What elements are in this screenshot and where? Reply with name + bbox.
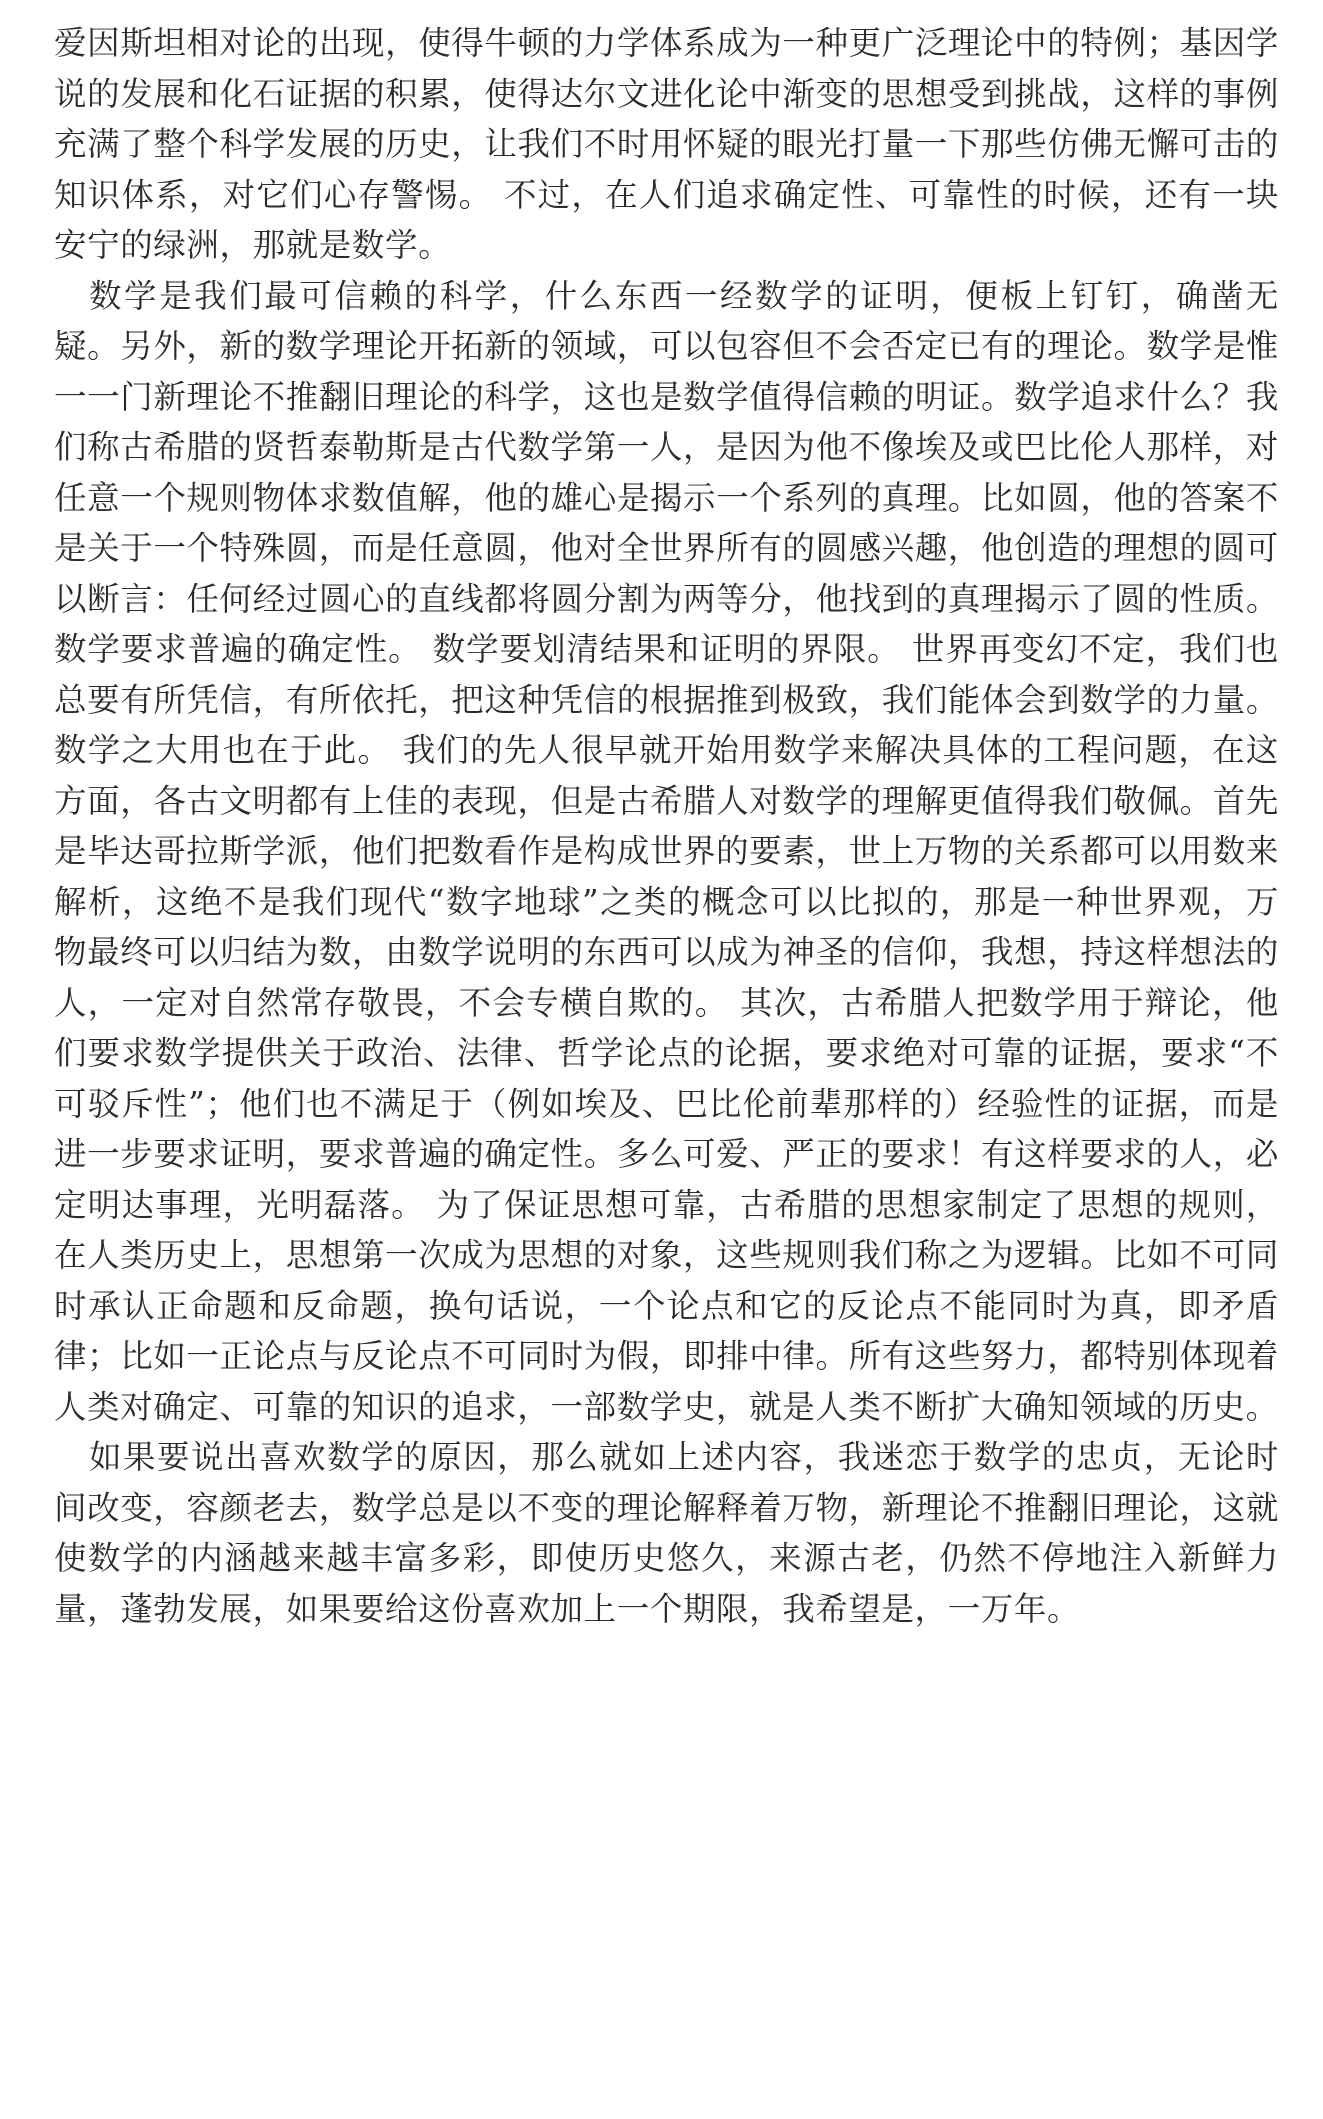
paragraph-2: 数学是我们最可信赖的科学，什么东西一经数学的证明，便板上钉钉，确凿无疑。另外，新的数学理论开拓新的领域，可以包容但不会否定已有的理论。数学是惟一一门新理论不推翻旧理论的科学，这也是数学值得信赖的明证。数学追求什么？我们称古希腊的贤哲泰勒斯是古代数学第一人，是因为他不像埃及或巴比伦人那样，对任意一个规则物体求数值解，他的雄心是揭示一个系列的真理。比如圆，他的答案不是关于一个特殊圆，而是任意圆，他对全世界所有的圆感兴趣，他创造的理想的圆可以断言：任何经过圆心的直线都将圆分割为两等分，他找到的真理揭示了圆的性质。 数学要求普遍的确定性。 数学要划清结果和证明的界限。 世界再变幻不定，我们也总要有所凭信，有所依托，把这种凭信的根据推到极致，我们能体会到数学的力量。数学之大用也在于此。 我们的先人很早就开始用数学来解决具体的工程问题，在这方面，各古文明都有上佳的表现，但是古希腊人对数学的理解更值得我们敬佩。首先是毕达哥拉斯学派，他们把数看作是构成世界的要素，世上万物的关系都可以用数来解析，这绝不是我们现代“数字地球”之类的概念可以比拟的，那是一种世界观，万物最终可以归结为数，由数学说明的东西可以成为神圣的信仰，我想，持这样想法的人，一定对自然常存敬畏，不会专横自欺的。 其次，古希腊人把数学用于辩论，他们要求数学提供关于政治、法律、哲学论点的论据，要求绝对可靠的证据，要求“不可驳斥性”；他们也不满足于（例如埃及、巴比伦前辈那样的）经验性的证据，而是进一步要求证明，要求普遍的确定性。多么可爱、严正的要求！有这样要求的人，必定明达事理，光明磊落。 为了保证思想可靠，古希腊的思想家制定了思想的规则，在人类历史上，思想第一次成为思想的对象，这些规则我们称之为逻辑。比如不可同时承认正命题和反命题，换句话说，一个论点和它的反论点不能同时为真，即矛盾律；比如一正论点与反论点不可同时为假，即排中律。所有这些努力，都特别体现着人类对确定、可靠的知识的追求，一部数学史，就是人类不断扩大确知领域的历史。 (54, 276, 1279, 1426)
paragraph-1: 爱因斯坦相对论的出现，使得牛顿的力学体系成为一种更广泛理论中的特例；基因学说的发展和化石证据的积累，使得达尔文进化论中渐变的思想受到挑战，这样的事例充满了整个科学发展的历史，让我们不时用怀疑的眼光打量一下那些仿佛无懈可击的知识体系，对它们心存警惕。 不过，在人们追求确定性、可靠性的时候，还有一块安宁的绿洲，那就是数学。 (54, 24, 1279, 264)
paragraph-3: 如果要说出喜欢数学的原因，那么就如上述内容，我迷恋于数学的忠贞，无论时间改变，容颜老去，数学总是以不变的理论解释着万物，新理论不推翻旧理论，这就使数学的内涵越来越丰富多彩，即使历史悠久，来源古老，仍然不停地注入新鲜力量，蓬勃发展，如果要给这份喜欢加上一个期限，我希望是，一万年。 (54, 1438, 1279, 1628)
essay-body (54, 18, 1279, 1634)
